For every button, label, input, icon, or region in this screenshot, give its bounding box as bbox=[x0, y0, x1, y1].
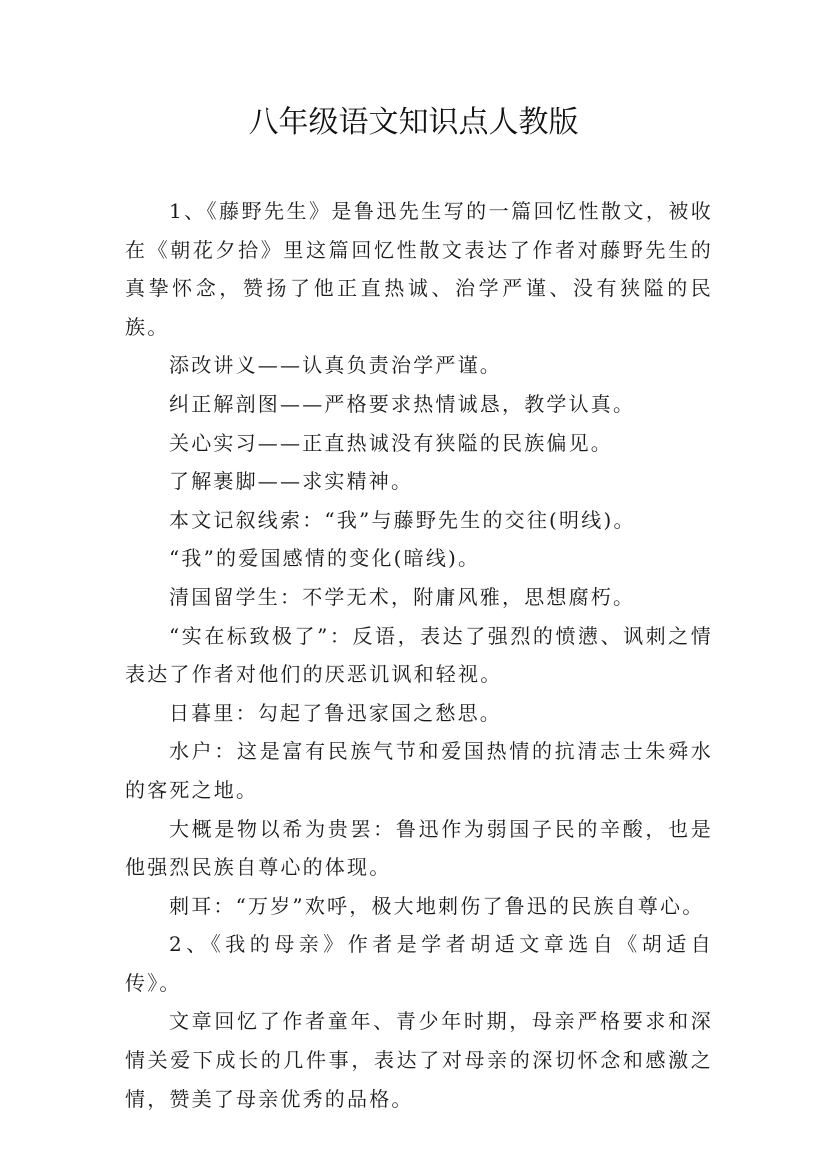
paragraph-12: 大概是物以希为贵罢：鲁迅作为弱国子民的辛酸，也是他强烈民族自尊心的体现。 bbox=[125, 816, 713, 880]
paragraph-1: 1、《藤野先生》是鲁迅先生写的一篇回忆性散文，被收在《朝花夕拾》里这篇回忆性散文表达了作者对藤野先生的真挚怀念，赞扬了他正直热诚、治学严谨、没有狭隘的民族。 bbox=[125, 199, 713, 339]
paragraph-2: 添改讲义——认真负责治学严谨。 bbox=[169, 353, 502, 378]
paragraph-8: 清国留学生：不学无术，附庸风雅，思想腐朽。 bbox=[169, 584, 636, 609]
paragraph-7: “我”的爱国感情的变化(暗线)。 bbox=[169, 546, 481, 571]
paragraph-14: 2、《我的母亲》作者是学者胡适文章选自《胡适自传》。 bbox=[125, 932, 713, 995]
paragraph-10: 日暮里：勾起了鲁迅家国之愁思。 bbox=[169, 700, 502, 725]
paragraph-13: 刺耳：“万岁”欢呼，极大地刺伤了鲁迅的民族自尊心。 bbox=[169, 893, 705, 918]
paragraph-9: “实在标致极了”：反语，表达了强烈的愤懑、讽刺之情表达了作者对他们的厌恶讥讽和轻视。 bbox=[125, 623, 713, 687]
document-body bbox=[125, 192, 713, 1118]
paragraph-6: 本文记叙线索：“我”与藤野先生的交往(明线)。 bbox=[169, 507, 636, 532]
paragraph-5: 了解裹脚——求实精神。 bbox=[169, 469, 414, 494]
paragraph-15: 文章回忆了作者童年、青少年时期，母亲严格要求和深情关爱下成长的几件事，表达了对母亲的深切怀念和感激之情，赞美了母亲优秀的品格。 bbox=[125, 1009, 713, 1111]
paragraph-3: 纠正解剖图——严格要求热情诚恳，教学认真。 bbox=[169, 391, 636, 416]
paragraph-11: 水户：这是富有民族气节和爱国热情的抗清志士朱舜水的客死之地。 bbox=[125, 739, 713, 802]
paragraph-4: 关心实习——正直热诚没有狭隘的民族偏见。 bbox=[169, 430, 613, 455]
document-title: 八年级语文知识点人教版 bbox=[248, 105, 579, 140]
